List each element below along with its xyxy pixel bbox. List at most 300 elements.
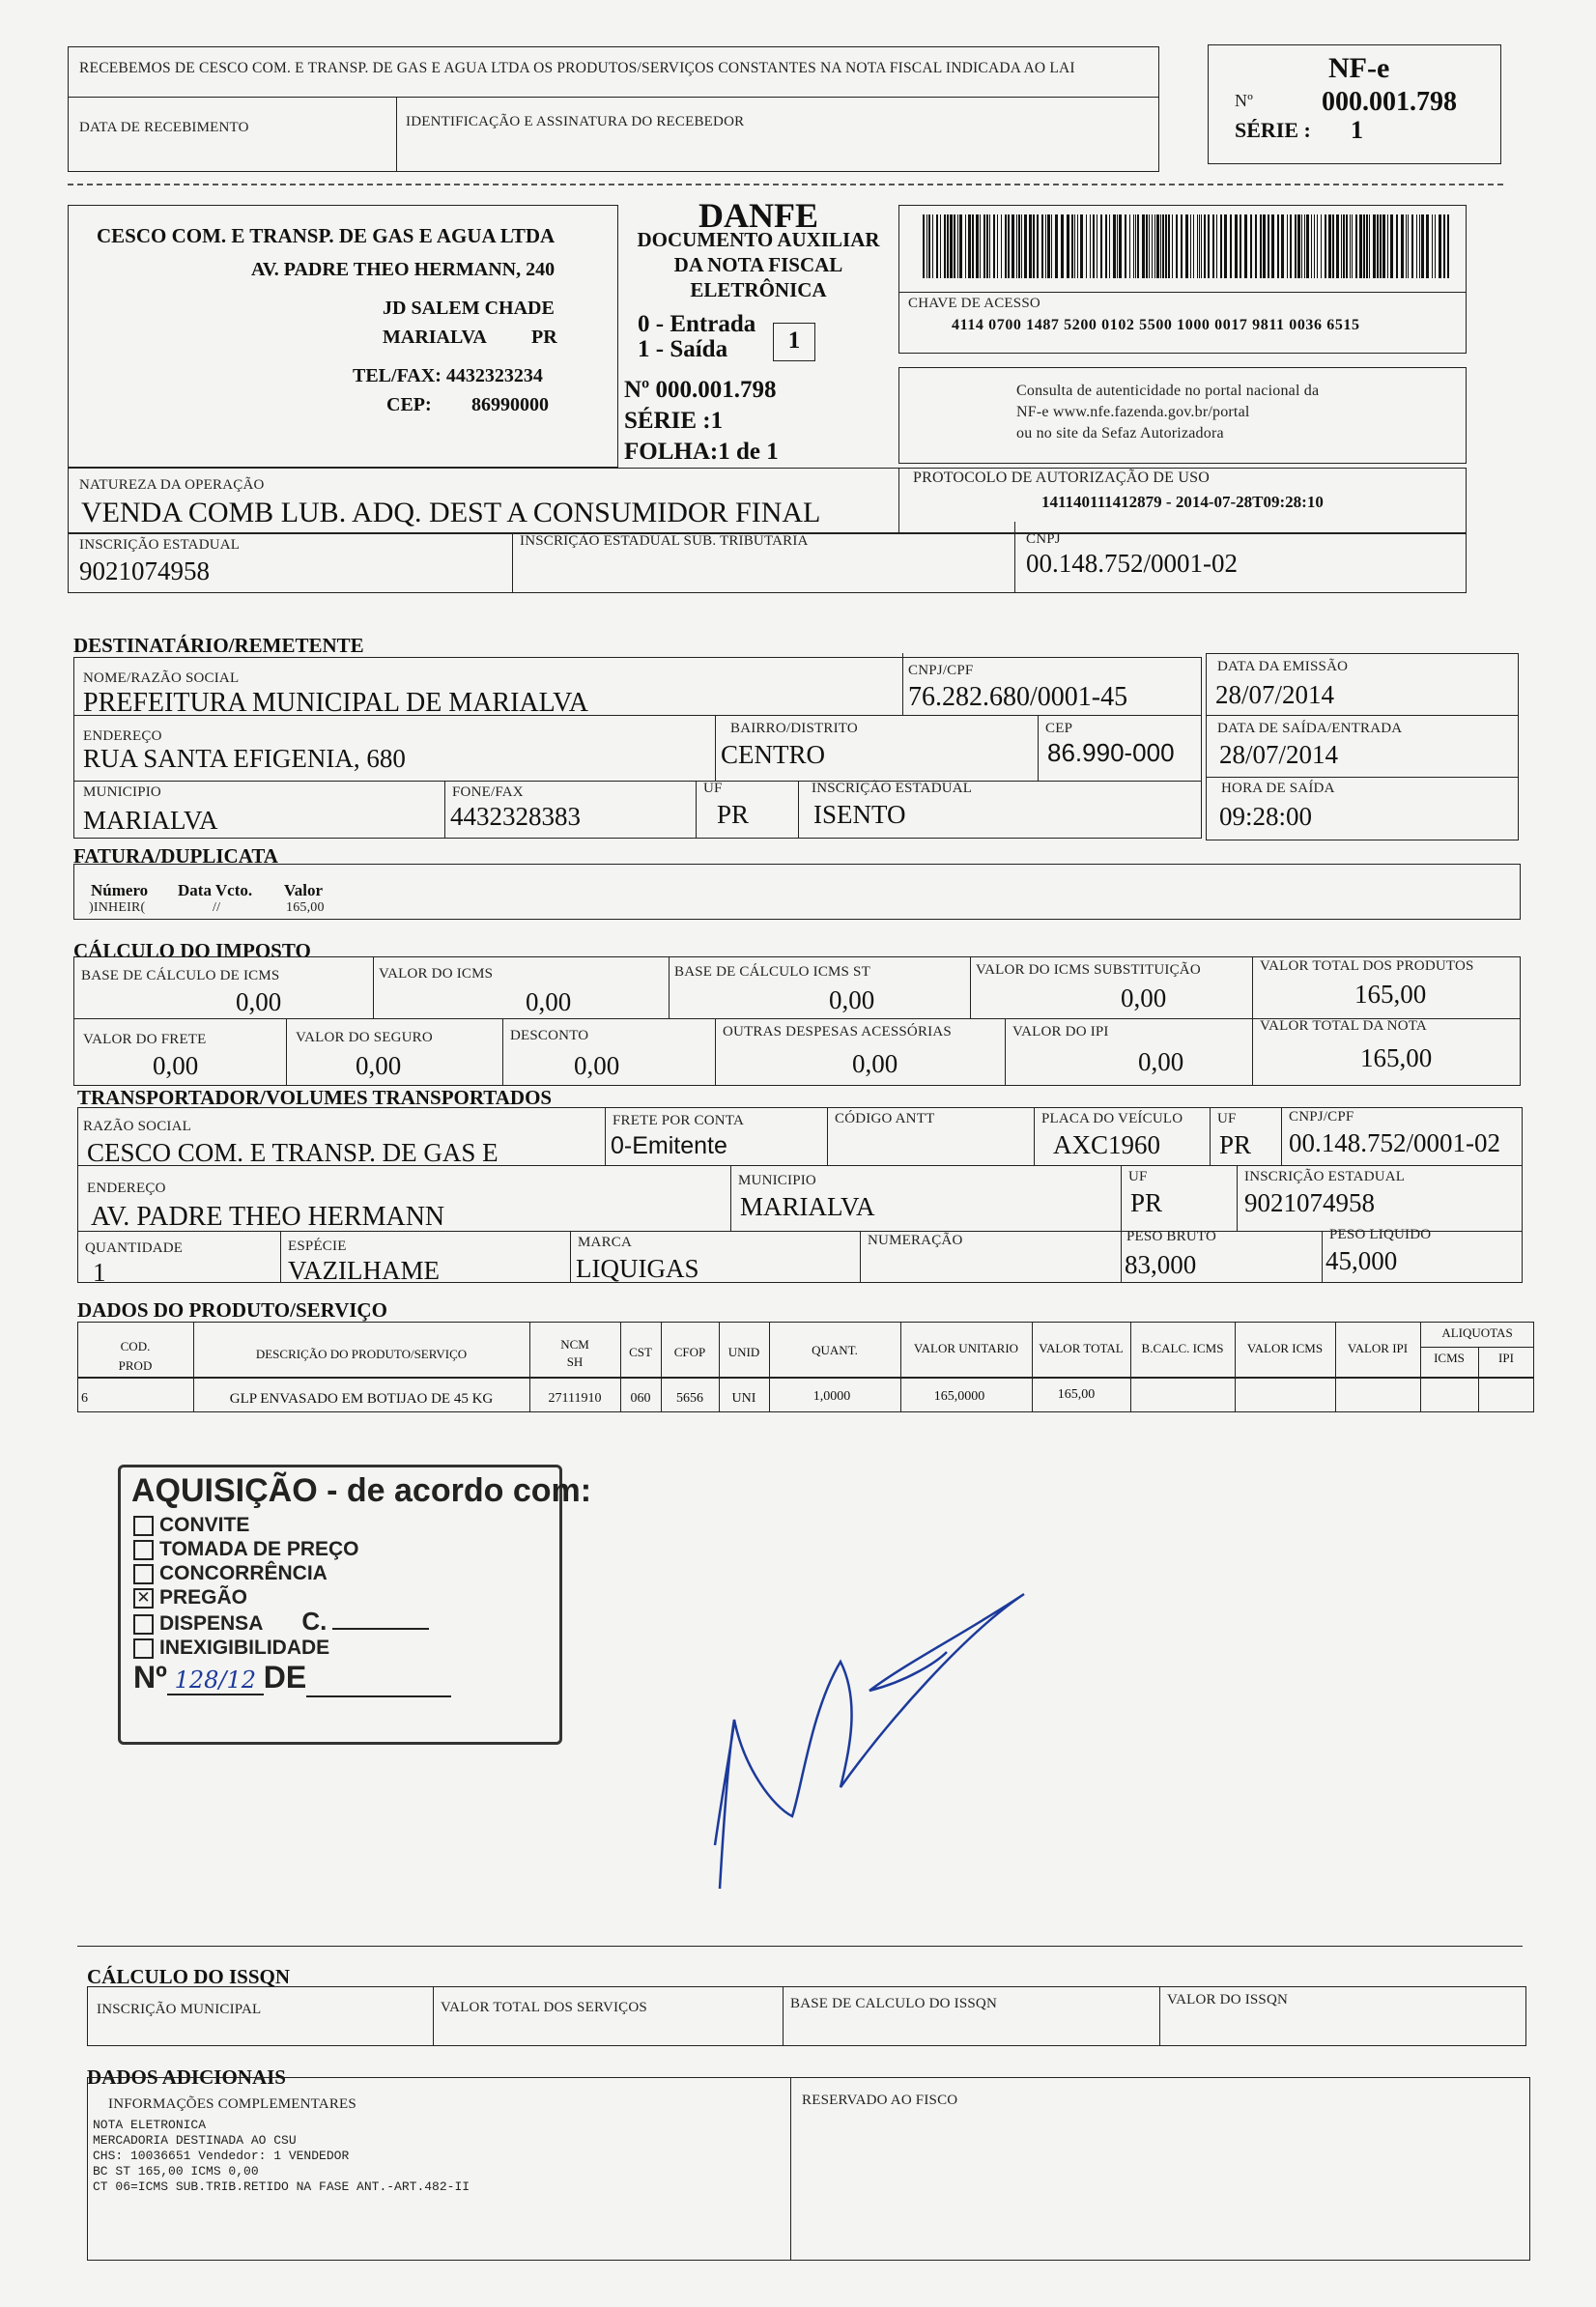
- fatura-vcto: //: [213, 900, 221, 915]
- danfe-entrada: 0 - Entrada: [638, 311, 756, 337]
- danfe-folha: FOLHA:1 de 1: [624, 439, 779, 465]
- barcode-bar: [1328, 214, 1331, 278]
- total-prod: 165,00: [1354, 980, 1427, 1009]
- barcode-bar: [1447, 214, 1449, 278]
- consulta-line2: NF-e www.nfe.fazenda.gov.br/portal: [1016, 404, 1250, 420]
- barcode-bar: [1021, 214, 1022, 278]
- emitter-cep: 86990000: [471, 394, 549, 415]
- transport-especie: VAZILHAME: [288, 1256, 440, 1285]
- barcode-bar: [980, 214, 981, 278]
- header-cfop: CFOP: [673, 1345, 706, 1359]
- barcode-bar: [1093, 214, 1095, 278]
- header-cst: CST: [629, 1345, 652, 1359]
- barcode-bar: [1001, 214, 1002, 278]
- info-label: INFORMAÇÕES COMPLEMENTARES: [108, 2096, 356, 2112]
- barcode-bar: [1181, 214, 1183, 278]
- barcode-bar: [1377, 214, 1379, 278]
- emitter-name: CESCO COM. E TRANSP. DE GAS E AGUA LTDA: [97, 224, 556, 247]
- barcode: [923, 214, 1454, 278]
- protocolo-value: 141140111412879 - 2014-07-28T09:28:10: [1041, 493, 1324, 511]
- barcode-bar: [1401, 214, 1404, 278]
- transport-razao-label: RAZÃO SOCIAL: [83, 1119, 191, 1134]
- barcode-bar: [1129, 214, 1130, 278]
- transport-especie-label: ESPÉCIE: [288, 1239, 347, 1254]
- barcode-bar: [936, 214, 938, 278]
- bc-st-label: BASE DE CÁLCULO ICMS ST: [674, 964, 870, 980]
- barcode-bar: [950, 214, 953, 278]
- barcode-bar: [1185, 214, 1188, 278]
- issqn-valor-label: VALOR DO ISSQN: [1167, 1992, 1289, 2008]
- transport-endereco-label: ENDEREÇO: [87, 1181, 166, 1196]
- recipient-endereco-label: ENDEREÇO: [83, 728, 162, 744]
- info-line: MERCADORIA DESTINADA AO CSU: [93, 2133, 297, 2148]
- stamp-option-concorrencia: CONCORRÊNCIA: [133, 1561, 429, 1585]
- issqn-servicos-label: VALOR TOTAL DOS SERVIÇOS: [441, 2000, 647, 2015]
- consulta-line1: Consulta de autenticidade no portal nacional da: [1016, 383, 1320, 399]
- barcode-bar: [1244, 214, 1247, 278]
- barcode-bar: [1100, 214, 1102, 278]
- barcode-bar: [1033, 214, 1035, 278]
- barcode-bar: [965, 214, 966, 278]
- issqn-im-label: INSCRIÇÃO MUNICIPAL: [97, 2002, 262, 2017]
- total-prod-label: VALOR TOTAL DOS PRODUTOS: [1260, 958, 1474, 974]
- barcode-bar: [1018, 214, 1020, 278]
- transport-razao: CESCO COM. E TRANSP. DE GAS E: [87, 1138, 499, 1167]
- barcode-bar: [1172, 214, 1173, 278]
- fatura-vcto-label: Data Vcto.: [178, 881, 253, 899]
- barcode-bar: [1224, 214, 1227, 278]
- transport-frete: 0-Emitente: [611, 1132, 727, 1159]
- barcode-bar: [923, 214, 925, 278]
- barcode-bar: [1287, 214, 1288, 278]
- barcode-bar: [1197, 214, 1198, 278]
- barcode-bar: [1390, 214, 1393, 278]
- barcode-bar: [1352, 214, 1353, 278]
- bc-icms-label: BASE DE CÁLCULO DE ICMS: [81, 968, 280, 983]
- bc-icms: 0,00: [236, 987, 282, 1016]
- transport-municipio: MARIALVA: [740, 1192, 875, 1221]
- checked-x-icon: ✕: [133, 1588, 154, 1609]
- imposto-section: CÁLCULO DO IMPOSTO: [73, 939, 311, 962]
- seguro: 0,00: [356, 1051, 402, 1080]
- receipt-text: RECEBEMOS DE CESCO COM. E TRANSP. DE GAS E AGUA LTDA OS PRODUTOS/SERVIÇOS CONSTANTES NA NOTA FISCAL INDICADA AO LAI: [79, 60, 1075, 76]
- issqn-section: CÁLCULO DO ISSQN: [87, 1965, 291, 1988]
- recipient-name-label: NOME/RAZÃO SOCIAL: [83, 670, 240, 686]
- barcode-bar: [1165, 214, 1167, 278]
- barcode-bar: [1168, 214, 1170, 278]
- danfe-serie: SÉRIE :1: [624, 408, 724, 434]
- barcode-bar: [1301, 214, 1302, 278]
- fatura-valor-label: Valor: [284, 881, 323, 899]
- barcode-bar: [1113, 214, 1116, 278]
- barcode-bar: [1250, 214, 1252, 278]
- barcode-bar: [1125, 214, 1126, 278]
- barcode-bar: [1109, 214, 1110, 278]
- desconto: 0,00: [574, 1051, 620, 1080]
- emissao-label: DATA DA EMISSÃO: [1217, 659, 1349, 674]
- barcode-bar: [1341, 214, 1342, 278]
- barcode-bar: [1350, 214, 1351, 278]
- barcode-bar: [1443, 214, 1445, 278]
- outras-label: OUTRAS DESPESAS ACESSÓRIAS: [723, 1024, 952, 1040]
- barcode-bar: [1216, 214, 1217, 278]
- barcode-bar: [1012, 214, 1014, 278]
- saida-label: DATA DE SAÍDA/ENTRADA: [1217, 721, 1403, 736]
- product-cfop: 5656: [676, 1391, 703, 1406]
- fatura-valor: 165,00: [286, 900, 325, 915]
- barcode-bar: [1311, 214, 1312, 278]
- transport-ie-label: INSCRIÇÃO ESTADUAL: [1244, 1169, 1406, 1184]
- transport-ie: 9021074958: [1244, 1188, 1375, 1217]
- product-unid: UNI: [731, 1391, 756, 1406]
- barcode-bar: [1277, 214, 1279, 278]
- barcode-bar: [1037, 214, 1039, 278]
- barcode-bar: [1325, 214, 1326, 278]
- barcode-bar: [1176, 214, 1178, 278]
- transport-placa-label: PLACA DO VEÍCULO: [1041, 1111, 1183, 1126]
- barcode-bar: [1024, 214, 1027, 278]
- header-vipi: VALOR IPI: [1347, 1341, 1409, 1355]
- product-desc: GLP ENVASADO EM BOTIJAO DE 45 KG: [229, 1391, 494, 1407]
- barcode-bar: [1047, 214, 1050, 278]
- barcode-bar: [947, 214, 949, 278]
- barcode-bar: [1149, 214, 1150, 278]
- barcode-bar: [1382, 214, 1385, 278]
- transport-uf-label: UF: [1217, 1111, 1237, 1126]
- product-vtotal: 165,00: [1057, 1387, 1096, 1402]
- barcode-bar: [1208, 214, 1210, 278]
- cnpj-label: CNPJ: [1026, 531, 1061, 547]
- barcode-bar: [1306, 214, 1309, 278]
- barcode-bar: [1190, 214, 1191, 278]
- barcode-bar: [1142, 214, 1145, 278]
- barcode-bar: [1260, 214, 1262, 278]
- barcode-bar: [1201, 214, 1202, 278]
- ie-value: 9021074958: [79, 556, 210, 585]
- danfe-line1: DOCUMENTO AUXILIAR: [637, 228, 880, 251]
- barcode-bar: [1317, 214, 1318, 278]
- barcode-bar: [1373, 214, 1376, 278]
- barcode-bar: [1133, 214, 1134, 278]
- recipient-uf: PR: [717, 800, 750, 829]
- recipient-municipio: MARIALVA: [83, 806, 218, 835]
- barcode-bar: [1387, 214, 1388, 278]
- recipient-fone: 4432328383: [450, 802, 581, 831]
- emitter-state: PR: [531, 327, 557, 348]
- barcode-bar: [1156, 214, 1159, 278]
- emitter-cep-label: CEP:: [386, 394, 432, 415]
- barcode-bar: [1045, 214, 1046, 278]
- product-cod: 6: [81, 1391, 88, 1406]
- natureza-label: NATUREZA DA OPERAÇÃO: [79, 477, 265, 493]
- product-ncm: 27111910: [548, 1391, 602, 1406]
- barcode-bar: [1336, 214, 1339, 278]
- emitter-city: MARIALVA: [383, 327, 487, 348]
- product-cst: 060: [630, 1391, 651, 1406]
- barcode-bar: [1366, 214, 1368, 278]
- barcode-bar: [1321, 214, 1322, 278]
- danfe-line2: DA NOTA FISCAL: [673, 253, 843, 276]
- barcode-bar: [1369, 214, 1370, 278]
- transport-placa: AXC1960: [1053, 1130, 1161, 1159]
- stamp-numero: Nº 128/12 DE: [133, 1660, 451, 1697]
- transport-antt-label: CÓDIGO ANTT: [835, 1111, 935, 1126]
- danfe-title: DANFE: [698, 196, 818, 235]
- barcode-bar: [1199, 214, 1200, 278]
- barcode-bar: [1162, 214, 1164, 278]
- product-quant: 1,0000: [812, 1389, 851, 1404]
- recipient-name: PREFEITURA MUNICIPAL DE MARIALVA: [83, 688, 589, 718]
- barcode-bar: [1137, 214, 1139, 278]
- info-lines: [93, 2118, 470, 2195]
- recipient-ie-label: INSCRIÇÃO ESTADUAL: [812, 781, 973, 796]
- transport-section: TRANSPORTADOR/VOLUMES TRANSPORTADOS: [77, 1086, 553, 1109]
- barcode-bar: [1074, 214, 1075, 278]
- barcode-bar: [983, 214, 985, 278]
- barcode-bar: [1363, 214, 1365, 278]
- transport-uf2-label: UF: [1128, 1169, 1148, 1184]
- barcode-bar: [1077, 214, 1078, 278]
- transport-liquido: 45,000: [1325, 1246, 1398, 1275]
- barcode-bar: [1297, 214, 1300, 278]
- barcode-bar: [989, 214, 990, 278]
- nfe-serie: 1: [1351, 116, 1363, 144]
- transport-endereco: AV. PADRE THEO HERMANN: [91, 1202, 445, 1232]
- barcode-bar: [1086, 214, 1087, 278]
- transport-bruto-label: PESO BRUTO: [1126, 1229, 1216, 1244]
- product-vunit: 165,0000: [933, 1389, 985, 1404]
- barcode-bar: [1067, 214, 1069, 278]
- protocolo-label: PROTOCOLO DE AUTORIZAÇÃO DE USO: [913, 470, 1210, 486]
- barcode-bar: [1343, 214, 1345, 278]
- nfe-number: 000.001.798: [1322, 87, 1457, 117]
- barcode-bar: [968, 214, 971, 278]
- barcode-bar: [1240, 214, 1241, 278]
- barcode-bar: [1051, 214, 1052, 278]
- barcode-bar: [1416, 214, 1417, 278]
- barcode-bar: [1439, 214, 1441, 278]
- header-cod1: COD.: [120, 1339, 151, 1353]
- barcode-bar: [986, 214, 988, 278]
- barcode-bar: [1271, 214, 1274, 278]
- header-vicms: VALOR ICMS: [1246, 1341, 1324, 1355]
- fatura-numero-label: Número: [91, 881, 149, 899]
- hora-label: HORA DE SAÍDA: [1221, 781, 1335, 796]
- barcode-bar: [1160, 214, 1161, 278]
- recipient-cep: 86.990-000: [1047, 738, 1175, 767]
- barcode-bar: [1380, 214, 1382, 278]
- danfe-number: Nº 000.001.798: [624, 377, 777, 403]
- recipient-section: DESTINATÁRIO/REMETENTE: [73, 634, 364, 657]
- frete: 0,00: [153, 1051, 199, 1080]
- nfe-title: NF-e: [1328, 52, 1390, 84]
- recipient-cnpj-label: CNPJ/CPF: [908, 663, 974, 678]
- barcode-bar: [1005, 214, 1007, 278]
- header-quant: QUANT.: [812, 1343, 858, 1357]
- barcode-bar: [1281, 214, 1284, 278]
- access-key: 4114 0700 1487 5200 0102 5500 1000 0017 9811 0036 6515: [952, 317, 1360, 333]
- barcode-bar: [1055, 214, 1058, 278]
- fatura-numero: )INHEIR(: [89, 900, 146, 915]
- transport-liquido-label: PESO LIQUIDO: [1329, 1227, 1432, 1242]
- total-nota: 165,00: [1360, 1043, 1433, 1072]
- barcode-bar: [1355, 214, 1357, 278]
- header-aliq: ALIQUOTAS: [1441, 1325, 1513, 1340]
- recipient-endereco: RUA SANTA EFIGENIA, 680: [83, 744, 406, 773]
- emitter-phone: TEL/FAX: 4432323234: [353, 365, 543, 386]
- header-desc: DESCRIÇÃO DO PRODUTO/SERVIÇO: [255, 1347, 468, 1361]
- header-cod2: PROD: [118, 1358, 153, 1373]
- barcode-bar: [944, 214, 946, 278]
- barcode-bar: [1135, 214, 1136, 278]
- access-key-label: CHAVE DE ACESSO: [908, 296, 1040, 311]
- transport-cnpj-label: CNPJ/CPF: [1289, 1109, 1354, 1125]
- recipient-municipio-label: MUNICIPIO: [83, 784, 161, 800]
- barcode-bar: [1408, 214, 1409, 278]
- info-line: NOTA ELETRONICA: [93, 2118, 207, 2132]
- barcode-bar: [1029, 214, 1032, 278]
- barcode-bar: [1080, 214, 1083, 278]
- header-unid: UNID: [727, 1345, 760, 1359]
- barcode-bar: [1332, 214, 1334, 278]
- frete-label: VALOR DO FRETE: [83, 1032, 207, 1047]
- issqn-bc-label: BASE DE CALCULO DO ISSQN: [790, 1996, 997, 2011]
- icms-st-label: VALOR DO ICMS SUBSTITUIÇÃO: [976, 962, 1201, 978]
- ipi-label: VALOR DO IPI: [1012, 1024, 1109, 1040]
- stamp-option-convite: CONVITE: [133, 1513, 429, 1537]
- stamp-numero-hand: 128/12: [167, 1666, 264, 1695]
- transport-numeracao-label: NUMERAÇÃO: [868, 1233, 963, 1248]
- barcode-bar: [926, 214, 927, 278]
- barcode-bar: [1090, 214, 1091, 278]
- info-line: CT 06=ICMS SUB.TRIB.RETIDO NA FASE ANT.-ART.482-II: [93, 2179, 470, 2194]
- barcode-bar: [1396, 214, 1398, 278]
- danfe-tipo: 1: [773, 323, 815, 361]
- barcode-bar: [940, 214, 941, 278]
- fisco-label: RESERVADO AO FISCO: [802, 2093, 958, 2108]
- bc-st: 0,00: [829, 985, 875, 1014]
- consulta-line3: ou no site da Sefaz Autorizadora: [1016, 425, 1224, 441]
- barcode-bar: [1290, 214, 1292, 278]
- total-nota-label: VALOR TOTAL DA NOTA: [1260, 1018, 1427, 1034]
- info-line: CHS: 10036651 Vendedor: 1 VENDEDOR: [93, 2149, 350, 2163]
- fatura-section: FATURA/DUPLICATA: [73, 844, 278, 868]
- barcode-bar: [1061, 214, 1064, 278]
- barcode-bar: [1346, 214, 1348, 278]
- barcode-bar: [1154, 214, 1155, 278]
- barcode-bar: [1359, 214, 1362, 278]
- barcode-bar: [972, 214, 974, 278]
- barcode-bar: [1268, 214, 1269, 278]
- barcode-bar: [1212, 214, 1214, 278]
- transport-quantidade-label: QUANTIDADE: [85, 1240, 184, 1256]
- barcode-bar: [1146, 214, 1148, 278]
- header-vtotal: VALOR TOTAL: [1039, 1341, 1124, 1355]
- stamp-option-pregao: ✕ PREGÃO: [133, 1585, 429, 1609]
- header-ncm2: SH: [566, 1354, 584, 1369]
- barcode-bar: [1426, 214, 1429, 278]
- adicionais-section: DADOS ADICIONAIS: [87, 2065, 286, 2089]
- icms-st: 0,00: [1121, 983, 1167, 1012]
- barcode-bar: [1008, 214, 1010, 278]
- barcode-bar: [1193, 214, 1194, 278]
- barcode-bar: [1235, 214, 1238, 278]
- barcode-bar: [1220, 214, 1222, 278]
- transport-bruto: 83,000: [1125, 1250, 1197, 1279]
- signature: [696, 1555, 1043, 1903]
- emissao-value: 28/07/2014: [1215, 680, 1335, 709]
- barcode-bar: [1041, 214, 1043, 278]
- recipient-cnpj: 76.282.680/0001-45: [908, 682, 1128, 712]
- ie-st-label: INSCRIÇÃO ESTADUAL SUB. TRIBUTARIA: [520, 533, 809, 549]
- cnpj-value: 00.148.752/0001-02: [1026, 549, 1238, 578]
- seguro-label: VALOR DO SEGURO: [296, 1030, 433, 1045]
- recipient-bairro: CENTRO: [721, 740, 825, 769]
- saida-value: 28/07/2014: [1219, 740, 1339, 769]
- barcode-bar: [997, 214, 998, 278]
- barcode-bar: [1255, 214, 1257, 278]
- barcode-bar: [1421, 214, 1424, 278]
- danfe-saida: 1 - Saída: [638, 336, 728, 362]
- barcode-bar: [976, 214, 979, 278]
- recipient-uf-label: UF: [703, 781, 723, 796]
- stamp-option-dispensa: DISPENSA C.: [133, 1609, 429, 1636]
- barcode-bar: [1204, 214, 1206, 278]
- desconto-label: DESCONTO: [510, 1028, 589, 1043]
- emitter-district: JD SALEM CHADE: [383, 298, 555, 319]
- info-line: BC ST 165,00 ICMS 0,00: [93, 2164, 259, 2179]
- transport-uf2: PR: [1130, 1188, 1163, 1217]
- barcode-bar: [1419, 214, 1420, 278]
- transport-cnpj: 00.148.752/0001-02: [1289, 1128, 1500, 1157]
- barcode-bar: [1295, 214, 1297, 278]
- outras: 0,00: [852, 1049, 898, 1078]
- barcode-bar: [1263, 214, 1266, 278]
- barcode-bar: [1304, 214, 1305, 278]
- barcode-bar: [1406, 214, 1407, 278]
- nfe-number-label: Nº: [1235, 91, 1253, 110]
- ipi: 0,00: [1138, 1047, 1184, 1076]
- barcode-bar: [1230, 214, 1232, 278]
- header-aipi: IPI: [1498, 1351, 1514, 1365]
- receipt-signature-label: IDENTIFICAÇÃO E ASSINATURA DO RECEBEDOR: [406, 114, 745, 129]
- products-section: DADOS DO PRODUTO/SERVIÇO: [77, 1298, 387, 1322]
- transport-marca-label: MARCA: [578, 1235, 633, 1250]
- recipient-ie: ISENTO: [813, 800, 906, 829]
- transport-frete-label: FRETE POR CONTA: [613, 1113, 744, 1128]
- barcode-bar: [1432, 214, 1433, 278]
- barcode-bar: [1016, 214, 1017, 278]
- recipient-fone-label: FONE/FAX: [452, 784, 524, 800]
- icms-label: VALOR DO ICMS: [379, 966, 494, 982]
- receipt-date-label: DATA DE RECEBIMENTO: [79, 120, 249, 135]
- barcode-bar: [1117, 214, 1118, 278]
- recipient-cep-label: CEP: [1045, 721, 1073, 736]
- barcode-bar: [1071, 214, 1073, 278]
- stamp-option-inexigibilidade: INEXIGIBILIDADE: [133, 1636, 429, 1660]
- header-bc: B.CALC. ICMS: [1141, 1341, 1224, 1355]
- barcode-bar: [1105, 214, 1107, 278]
- barcode-bar: [928, 214, 930, 278]
- stamp-options: [133, 1513, 429, 1660]
- ie-label: INSCRIÇÃO ESTADUAL: [79, 537, 241, 553]
- barcode-bar: [954, 214, 955, 278]
- header-ncm1: NCM: [560, 1337, 589, 1352]
- transport-marca: LIQUIGAS: [576, 1254, 699, 1283]
- barcode-bar: [1152, 214, 1153, 278]
- barcode-bar: [1314, 214, 1315, 278]
- barcode-bar: [959, 214, 962, 278]
